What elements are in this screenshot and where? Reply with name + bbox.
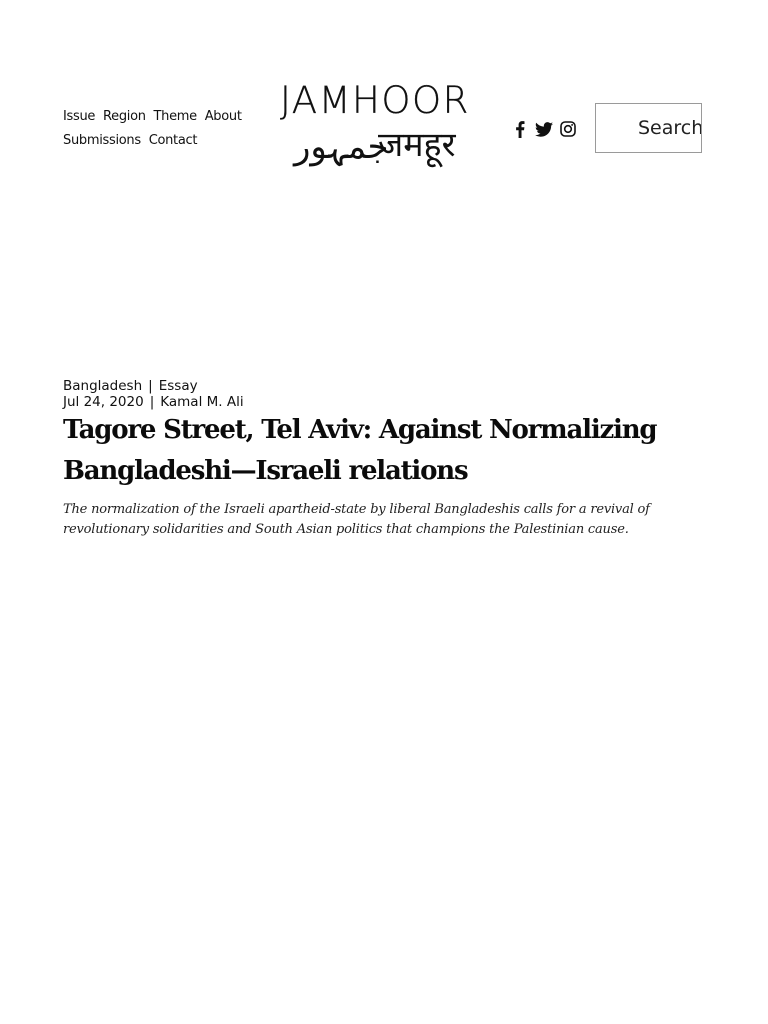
- logo-latin-text: JAMHOOR: [280, 79, 470, 122]
- instagram-icon[interactable]: [559, 119, 577, 139]
- social-links: [511, 118, 583, 140]
- article-title: [63, 410, 713, 492]
- article-taxonomy: [63, 378, 244, 394]
- article-region-link[interactable]: Bangladesh: [63, 378, 143, 394]
- nav-item-issue[interactable]: Issue: [63, 109, 96, 124]
- twitter-icon[interactable]: [535, 119, 553, 139]
- nav-item-theme[interactable]: Theme: [153, 109, 197, 124]
- nav-item-contact[interactable]: Contact: [148, 133, 198, 148]
- search-input[interactable]: [595, 103, 702, 153]
- meta-separator: |: [149, 394, 155, 410]
- logo-hindi-text: जमहूर: [378, 125, 456, 165]
- meta-separator: |: [148, 378, 153, 394]
- nav-item-region[interactable]: Region: [102, 109, 146, 124]
- site-logo[interactable]: [280, 80, 492, 180]
- facebook-icon[interactable]: [511, 119, 529, 139]
- article-byline: [63, 394, 244, 410]
- nav-item-about[interactable]: About: [204, 109, 242, 124]
- article-excerpt: The normalization of the Israeli apartheid-state by liberal Bangladeshis calls for a revival of revolutionary solidarities and South Asian politics that champions the Palestinian cause.: [63, 502, 650, 537]
- article-author-link[interactable]: Kamal M. Ali: [160, 394, 244, 410]
- article-date: Jul 24, 2020: [63, 394, 144, 410]
- main-nav: [63, 105, 253, 153]
- article-title-link[interactable]: Tagore Street, Tel Aviv: Against Normalizing Bangladeshi—Israeli relations: [63, 415, 657, 486]
- nav-item-submissions[interactable]: Submissions: [63, 133, 141, 148]
- article-meta: [63, 378, 244, 410]
- logo-urdu-text: جمہور: [294, 127, 389, 167]
- article-type-link[interactable]: Essay: [158, 378, 198, 394]
